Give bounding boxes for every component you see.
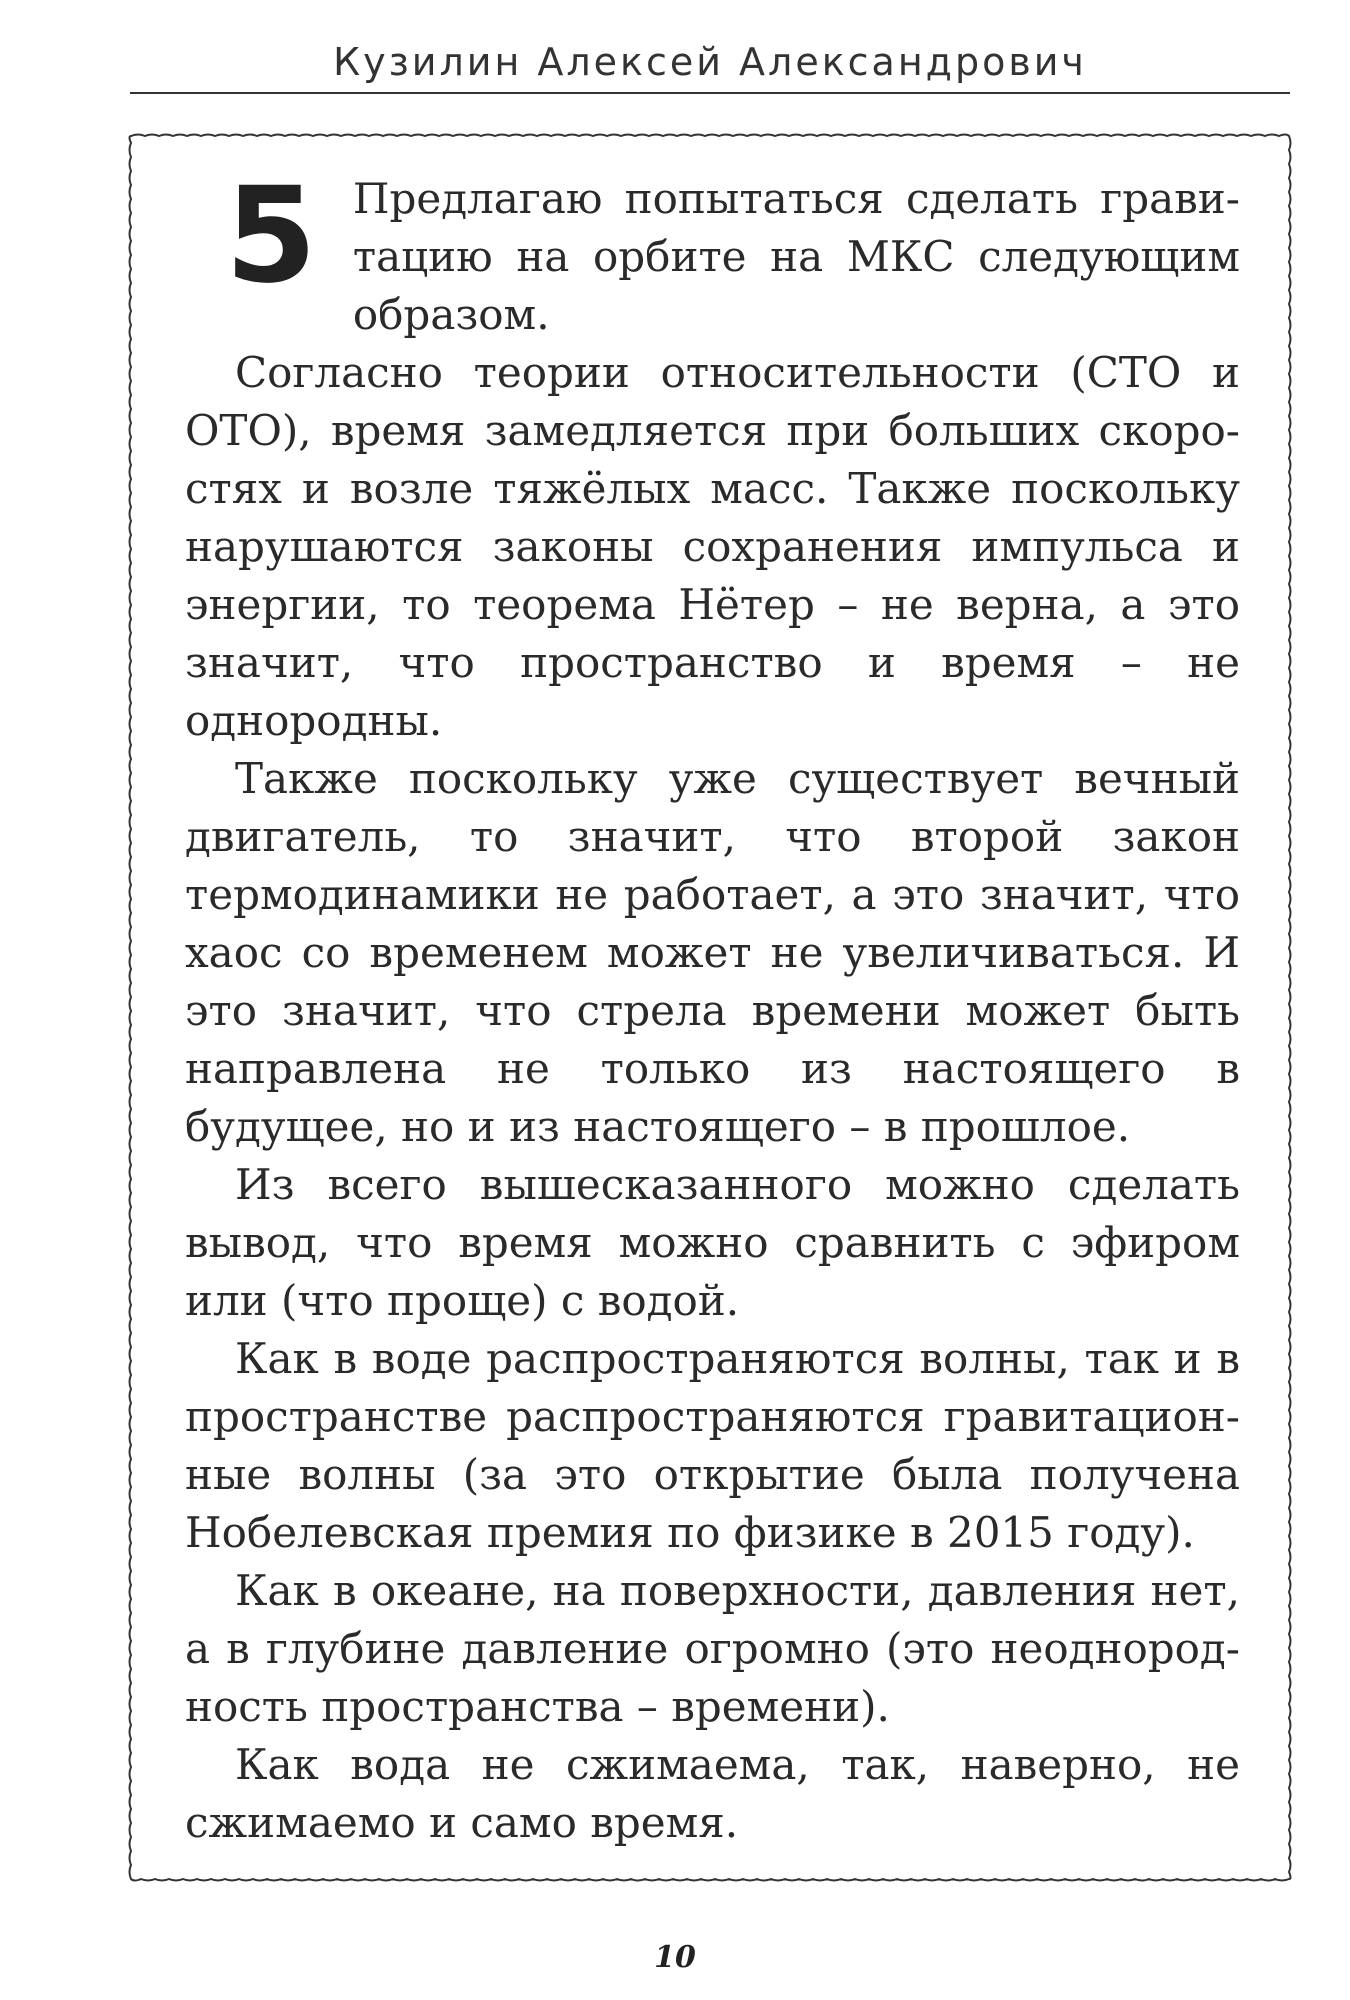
paragraph-1 [185, 159, 1240, 344]
paragraph-4: Из всего вышесказанного можно сделать вывод, что время можно сравнить с эфиром или (что проще) с водой. [185, 1160, 1240, 1325]
running-header: Кузилин Алексей Александрович [333, 40, 1087, 84]
paragraph-5: Как в воде распространяются волны, так и в пространстве распространяются гравитационные волны (за это открытие была получена Нобелевская премия по физике в 2015 году). [185, 1334, 1240, 1557]
paragraph-7: Как вода не сжимаема, так, наверно, не сжимаемо и само время. [185, 1740, 1240, 1847]
text-block [185, 159, 1240, 1852]
dropcap-number: 5 [225, 159, 317, 313]
paragraph-2: Согласно теории относительности (СТО и ОТО), время замедляется при больших скоростях и возле тяжёлых масс. Также поскольку нарушаются законы сохранения импульса и энергии, то теорема Нётер – не верна, а это значит, что пространство и время – не однородны. [185, 348, 1240, 745]
paragraph-6: Как в океане, на поверхности, давления нет, а в глубине давление огромно (это неоднородность пространства – времени). [185, 1566, 1240, 1731]
page-number: 10 [654, 1940, 696, 1975]
paragraph-1-text: Предлагаю попытаться сделать гравитацию на орбите на МКС следующим образом. [352, 174, 1240, 339]
header-rule [130, 92, 1290, 94]
paragraph-3: Также поскольку уже существует вечный двигатель, то значит, что второй закон термодинамики не работает, а это значит, что хаос со временем может не увеличиваться. И это значит, что стрела времени может быть направлена не только из настоящего в будущее, но и из настоящего – в прошлое. [185, 754, 1240, 1151]
